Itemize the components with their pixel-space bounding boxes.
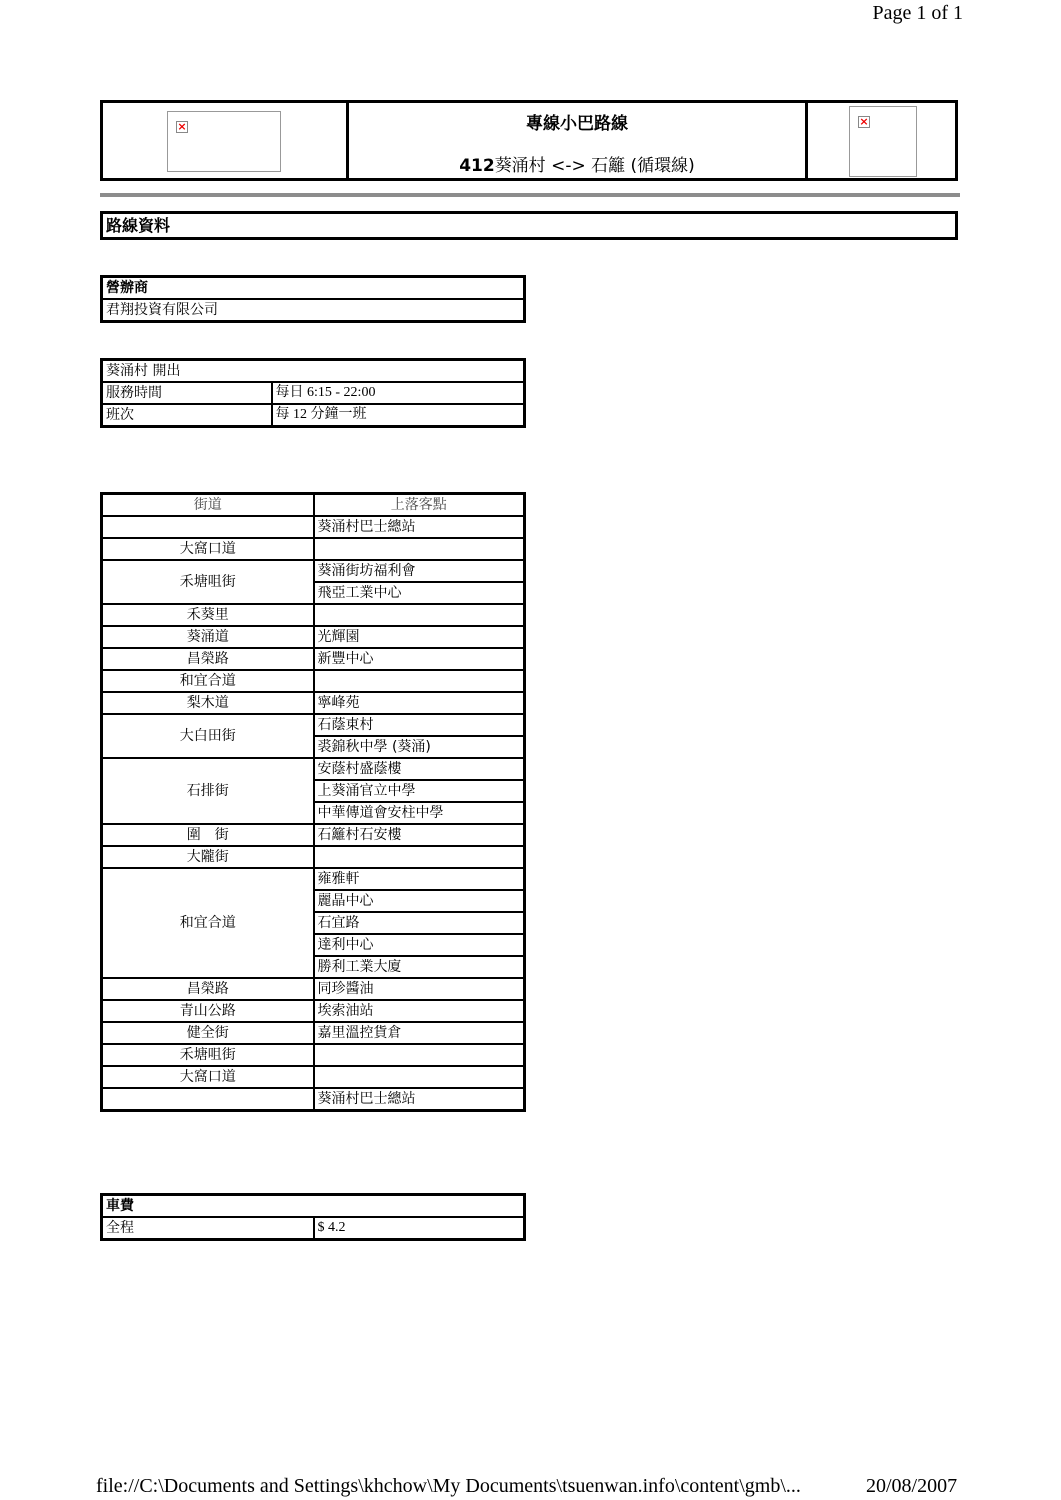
street-cell: 大白田街	[102, 714, 314, 758]
section-title: 路線資料	[100, 211, 958, 240]
stop-cell: 葵涌街坊福利會	[314, 560, 525, 582]
street-cell: 大隴街	[102, 846, 314, 868]
street-cell	[102, 516, 314, 538]
stop-cell: 上葵涌官立中學	[314, 780, 525, 802]
operator-label: 營辦商	[102, 277, 525, 300]
stop-cell: 石籬村石安樓	[314, 824, 525, 846]
header-left-cell	[103, 103, 349, 178]
route-header	[100, 100, 958, 181]
table-row	[102, 604, 525, 626]
stop-cell	[314, 538, 525, 560]
stop-cell: 飛亞工業中心	[314, 582, 525, 604]
street-cell: 大窩口道	[102, 538, 314, 560]
fare-table	[100, 1193, 526, 1241]
stop-cell	[314, 670, 525, 692]
table-row	[102, 538, 525, 560]
route-stops-table	[100, 492, 526, 1112]
stop-cell	[314, 846, 525, 868]
operator-table	[100, 275, 526, 323]
broken-image-icon: ×	[177, 120, 187, 133]
stop-cell: 石宜路	[314, 912, 525, 934]
stop-cell: 中華傳道會安柱中學	[314, 802, 525, 824]
stop-cell	[314, 1044, 525, 1066]
frequency-value: 每 12 分鐘一班	[272, 404, 525, 427]
street-cell: 健全街	[102, 1022, 314, 1044]
stop-cell: 埃索油站	[314, 1000, 525, 1022]
stop-cell: 葵涌村巴士總站	[314, 516, 525, 538]
footer-file-path: file://C:\Documents and Settings\khchow\My Documents\tsuenwan.info\content\gmb\...	[96, 1475, 801, 1497]
service-hours-label: 服務時間	[102, 382, 272, 404]
table-row	[102, 868, 525, 890]
route-number: 412	[459, 156, 495, 176]
fare-title: 車費	[102, 1195, 525, 1218]
table-row	[102, 824, 525, 846]
header-right-cell	[808, 103, 955, 178]
table-row	[102, 1022, 525, 1044]
broken-image-icon: ×	[859, 115, 869, 128]
street-cell: 和宜合道	[102, 868, 314, 978]
footer-date: 20/08/2007	[866, 1475, 958, 1497]
table-row	[102, 846, 525, 868]
header-title: 專線小巴路線	[526, 114, 628, 134]
route-title	[349, 151, 805, 176]
street-cell: 禾塘咀街	[102, 560, 314, 604]
stop-cell: 安蔭村盛蔭樓	[314, 758, 525, 780]
stop-cell: 寧峰苑	[314, 692, 525, 714]
table-row	[102, 1088, 525, 1111]
stop-header: 上落客點	[314, 494, 525, 517]
table-row	[102, 758, 525, 780]
fare-value: $ 4.2	[314, 1217, 525, 1240]
stop-cell: 同珍醬油	[314, 978, 525, 1000]
stop-cell: 光輝園	[314, 626, 525, 648]
stop-cell: 勝利工業大廈	[314, 956, 525, 978]
table-row	[102, 1044, 525, 1066]
operator-name: 君翔投資有限公司	[102, 299, 525, 322]
street-cell: 和宜合道	[102, 670, 314, 692]
table-row	[102, 978, 525, 1000]
frequency-label: 班次	[102, 404, 272, 427]
street-cell: 圍 街	[102, 824, 314, 846]
route-name: 葵涌村 <-> 石籬 (循環線)	[494, 156, 695, 176]
stop-cell: 嘉里溫控貨倉	[314, 1022, 525, 1044]
stop-cell: 裘錦秋中學 (葵涌)	[314, 736, 525, 758]
departure-title: 葵涌村 開出	[102, 360, 525, 383]
divider-bar	[100, 193, 960, 197]
table-row	[102, 692, 525, 714]
street-cell: 石排街	[102, 758, 314, 824]
stop-cell: 雍雅軒	[314, 868, 525, 890]
stop-cell: 新豐中心	[314, 648, 525, 670]
stop-cell	[314, 1066, 525, 1088]
table-row	[102, 560, 525, 582]
table-row	[102, 648, 525, 670]
table-row	[102, 516, 525, 538]
street-cell: 昌榮路	[102, 648, 314, 670]
broken-image-right	[849, 106, 917, 177]
street-cell: 昌榮路	[102, 978, 314, 1000]
departure-table	[100, 358, 526, 428]
stop-cell: 達利中心	[314, 934, 525, 956]
street-cell: 梨木道	[102, 692, 314, 714]
street-cell: 大窩口道	[102, 1066, 314, 1088]
table-row	[102, 1000, 525, 1022]
table-row	[102, 1066, 525, 1088]
table-row	[102, 714, 525, 736]
street-cell: 禾葵里	[102, 604, 314, 626]
street-header: 街道	[102, 494, 314, 517]
page-number: Page 1 of 1	[872, 2, 963, 24]
table-row	[102, 670, 525, 692]
street-cell: 禾塘咀街	[102, 1044, 314, 1066]
stop-cell	[314, 604, 525, 626]
street-cell	[102, 1088, 314, 1111]
broken-image-left	[167, 111, 281, 172]
stop-cell: 石蔭東村	[314, 714, 525, 736]
stop-cell: 葵涌村巴士總站	[314, 1088, 525, 1111]
street-cell: 葵涌道	[102, 626, 314, 648]
table-row	[102, 626, 525, 648]
stop-cell: 麗晶中心	[314, 890, 525, 912]
service-hours-value: 每日 6:15 - 22:00	[272, 382, 525, 404]
header-title-cell	[349, 103, 808, 178]
fare-label: 全程	[102, 1217, 314, 1240]
street-cell: 青山公路	[102, 1000, 314, 1022]
